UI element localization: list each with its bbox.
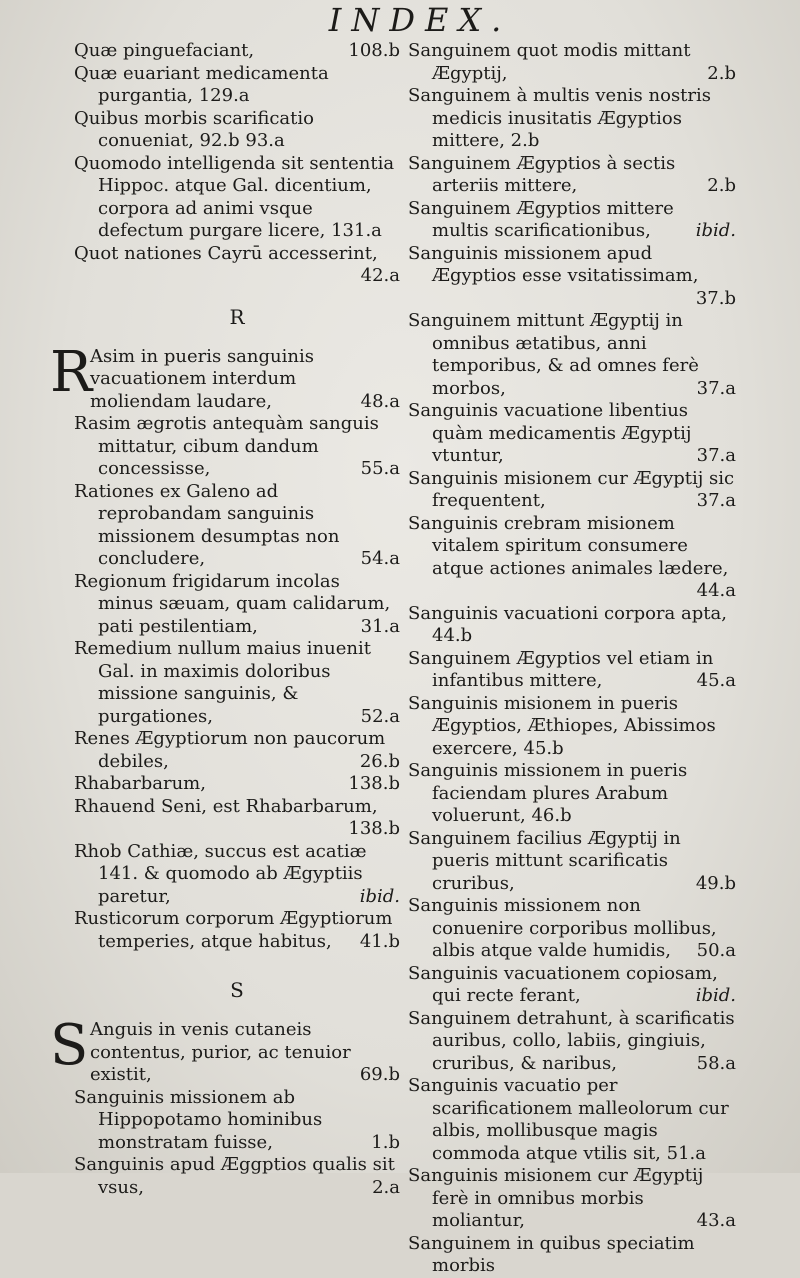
index-entry xyxy=(408,400,736,468)
section-letter-s: S xyxy=(230,978,244,1002)
index-entry-drop-s xyxy=(50,1013,400,1087)
entry-page: 58.a xyxy=(696,1052,736,1074)
entry-text: Quibus morbis scarificatio conueniat, 92.b 93.a xyxy=(74,107,314,151)
entry-page: 2.a xyxy=(372,1176,400,1198)
index-section-q xyxy=(74,40,400,288)
entry-text: Remedium nullum maius inuenit Gal. in maximis doloribus missione sanguinis, & purgationes, xyxy=(74,638,371,727)
index-entry xyxy=(408,603,736,648)
index-entry xyxy=(74,571,400,639)
drop-cap-r: R xyxy=(50,339,93,405)
right-column xyxy=(408,40,736,1278)
index-entry xyxy=(408,85,736,153)
entry-text: Rusticorum corporum Ægyptiorum temperies, atque habitus, xyxy=(74,908,393,952)
entry-text: Sanguinem Ægyptios à sectis arteriis mittere, xyxy=(408,152,676,196)
left-column xyxy=(50,40,400,1199)
entry-page: 69.b xyxy=(359,1064,400,1085)
entry-text: Rhabarbarum, xyxy=(74,773,206,794)
entry-page: 44.a xyxy=(696,580,736,601)
entry-text: Quæ euariant medicamenta purgantia, 129.a xyxy=(74,62,329,106)
entry-text: Sanguinem detrahunt, à scarificatis auribus, collo, labiis, gingiuis, cruribus, & naribus, xyxy=(408,1007,735,1074)
entry-page: 37.b xyxy=(695,287,736,309)
entry-page: 42.a xyxy=(360,265,400,286)
index-entry xyxy=(408,40,736,85)
entry-page: ibid. xyxy=(695,220,736,241)
index-section-s xyxy=(74,1087,400,1200)
entry-page: 48.a xyxy=(360,390,400,412)
index-entry xyxy=(74,796,400,841)
entry-page: 1.b xyxy=(371,1131,400,1153)
entry-page: 2.b xyxy=(707,175,736,196)
index-entry xyxy=(74,413,400,481)
entry-text: Sanguinem in quibus speciatim morbis xyxy=(408,1232,695,1276)
entry-text: Quæ pinguefaciant, xyxy=(74,40,255,61)
index-entry xyxy=(408,153,736,198)
entry-page: 108.b xyxy=(348,40,400,61)
entry-page: 49.b xyxy=(695,872,736,894)
index-entry xyxy=(74,773,400,796)
entry-text: Sanguinis misionem cur Ægyptij ferè in omnibus morbis moliantur, xyxy=(408,1165,704,1231)
entry-page: 43.a xyxy=(696,1210,736,1231)
index-entry xyxy=(74,63,400,108)
index-entry xyxy=(408,1233,736,1278)
index-entry xyxy=(74,841,400,909)
entry-text: Renes Ægyptiorum non paucorum debiles, xyxy=(74,728,386,772)
entry-page: 41.b xyxy=(359,930,400,952)
section-letter-r: R xyxy=(229,304,245,329)
index-entry xyxy=(408,243,736,311)
entry-page: 31.a xyxy=(360,615,400,637)
index-entry xyxy=(408,760,736,828)
index-entry xyxy=(74,908,400,953)
index-entry xyxy=(74,243,400,288)
entry-page: ibid. xyxy=(359,885,400,907)
entry-page: 37.a xyxy=(696,377,736,399)
index-entry xyxy=(408,828,736,896)
entry-text: Rhob Cathiæ, succus est acatiæ 141. & quomodo ab Ægyptiis paretur, xyxy=(74,840,367,907)
index-entry xyxy=(408,963,736,1008)
index-entry xyxy=(74,1154,400,1199)
entry-page: 2.b xyxy=(707,62,736,84)
entry-page: 37.a xyxy=(696,490,736,511)
entry-text: Sanguinem Ægyptios mittere multis scarificationibus, xyxy=(408,197,674,241)
index-entry xyxy=(74,153,400,243)
index-entry xyxy=(408,310,736,400)
entry-text: Sanguinis apud Æggptios qualis sit vsus, xyxy=(74,1154,395,1198)
index-entry xyxy=(408,895,736,963)
entry-page: 52.a xyxy=(360,705,400,727)
entry-text: Quomodo intelligenda sit sententia Hippoc. atque Gal. dicentium, corpora ad animi vsque defectum purgare licere, 131.a xyxy=(74,152,395,241)
entry-text: Sanguinis missionem ab Hippopotamo hominibus monstratam fuisse, xyxy=(74,1086,323,1153)
entry-page: 45.a xyxy=(696,670,736,691)
entry-text: Sanguinis misionem in pueris Ægyptios, Æthiopes, Abissimos exercere, 45.b xyxy=(408,692,716,759)
drop-cap-s: S xyxy=(50,1013,89,1078)
entry-page: 138.b xyxy=(348,773,400,794)
index-entry xyxy=(408,693,736,761)
index-entry xyxy=(408,513,736,603)
entry-text: Sanguinis vacuatione libentius quàm medicamentis Ægyptij vtuntur, xyxy=(408,400,692,466)
entry-text: Regionum frigidarum incolas minus sæuam, quam calidarum, pati pestilentiam, xyxy=(74,570,391,637)
entry-text: Rasim ægrotis antequàm sanguis mittatur, cibum dandum concessisse, xyxy=(74,413,379,479)
index-entry xyxy=(74,728,400,773)
entry-text: Sanguinem à multis venis nostris medicis inusitatis Ægyptios mittere, 2.b xyxy=(408,85,712,151)
entry-text: Sanguinis vacuationem copiosam, qui recte ferant, xyxy=(408,962,718,1006)
index-entry xyxy=(408,1165,736,1233)
entry-text: Anguis in venis cutaneis contentus, purior, ac tenuior existit, xyxy=(90,1019,351,1085)
index-entry xyxy=(408,648,736,693)
entry-text: Quot nationes Cayrū accesserint, xyxy=(74,242,378,264)
index-entry xyxy=(74,108,400,153)
index-entry xyxy=(408,198,736,243)
index-entry xyxy=(408,1075,736,1165)
entry-text: Sanguinis misionem cur Ægyptij sic frequentent, xyxy=(408,467,735,511)
entry-text: Sanguinis vacuatio per scarificationem malleolorum cur albis, mollibusque magis commoda atque vtilis sit, 51.a xyxy=(408,1075,729,1164)
entry-text: Sanguinis crebram misionem vitalem spiritum consumere atque actiones animales lædere, xyxy=(408,512,729,579)
entry-text: Sanguinem Ægyptios vel etiam in infantibus mittere, xyxy=(408,647,714,691)
entry-page: 37.a xyxy=(696,445,736,466)
page-title: INDEX. xyxy=(328,1,512,39)
entry-text: Sanguinem quot modis mittant Ægyptij, xyxy=(408,40,691,84)
entry-page: ibid. xyxy=(695,985,736,1006)
entry-text: Sanguinem mittunt Ægyptij in omnibus ætatibus, anni temporibus, & ad omnes ferè morbos, xyxy=(408,310,699,399)
index-entry xyxy=(74,40,400,63)
index-section-r xyxy=(74,413,400,953)
entry-page: 138.b xyxy=(348,818,400,839)
entry-text: Asim in pueris sanguinis vacuationem interdum moliendam laudare, xyxy=(90,345,314,412)
entry-page: 26.b xyxy=(359,750,400,772)
entry-page: 54.a xyxy=(360,548,400,569)
index-entry xyxy=(74,1087,400,1155)
index-entry xyxy=(408,1008,736,1076)
entry-page: 55.a xyxy=(360,458,400,479)
index-entry xyxy=(74,638,400,728)
index-entry xyxy=(408,468,736,513)
entry-text: Sanguinis vacuationi corpora apta, 44.b xyxy=(408,602,727,646)
entry-text: Sanguinem facilius Ægyptij in pueris mittunt scarificatis cruribus, xyxy=(408,827,681,894)
index-entry xyxy=(74,481,400,571)
index-section-s-continued xyxy=(408,40,736,1278)
entry-text: Sanguinis missionem non conuenire corporibus mollibus, albis atque valde humidis, xyxy=(408,895,717,961)
entry-text: Rhauend Seni, est Rhabarbarum, xyxy=(74,795,378,817)
entry-text: Rationes ex Galeno ad reprobandam sanguinis missionem desumptas non concludere, xyxy=(74,480,340,569)
entry-text: Sanguinis missionem apud Ægyptios esse vsitatissimam, xyxy=(408,242,699,286)
entry-page: 50.a xyxy=(696,940,736,961)
index-entry-drop-r xyxy=(50,339,400,414)
entry-text: Sanguinis missionem in pueris faciendam plures Arabum voluerunt, 46.b xyxy=(408,760,688,826)
